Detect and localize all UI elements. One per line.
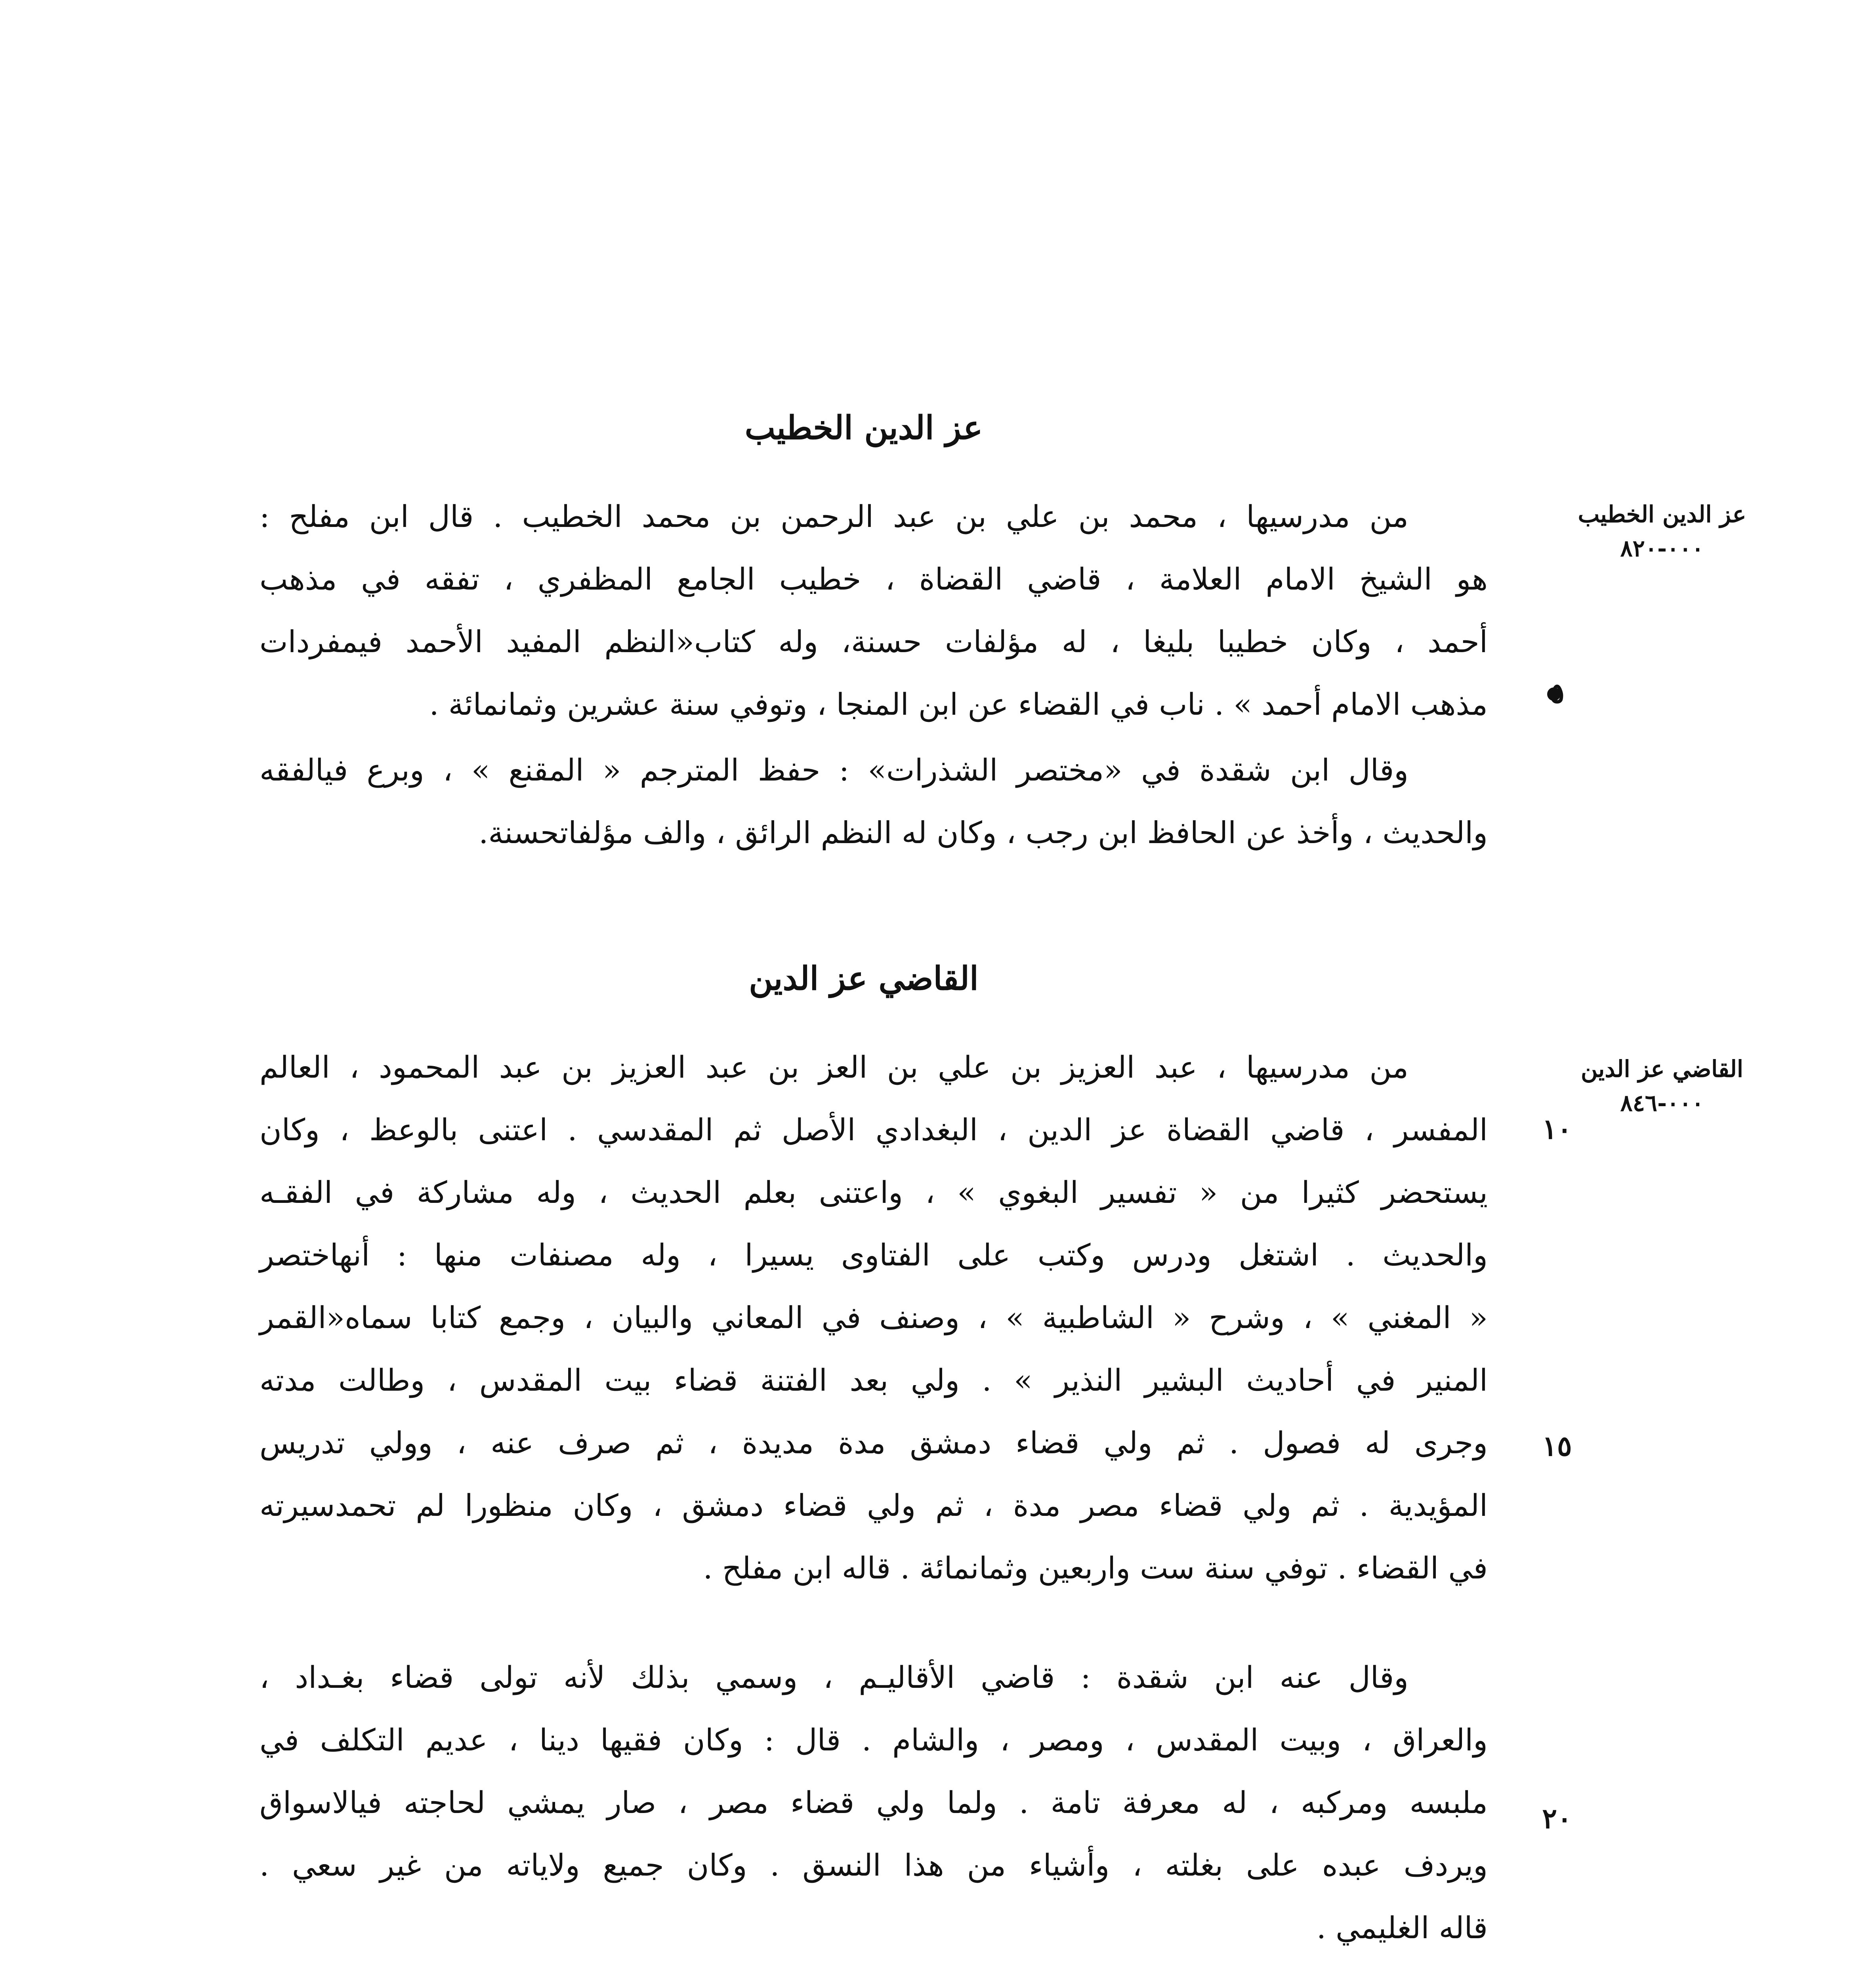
text-line: المنير في أحاديث البشير النذير » . ولي بعد الفتنة قضاء بيت المقدس ، وطالت مدته xyxy=(260,1363,1488,1398)
text-line: وقال عنه ابن شقدة : قاضي الأقاليـم ، وسمي بذلك لأنه تولى قضاء بغـداد ، xyxy=(260,1660,1408,1695)
text-line: المؤيدية . ثم ولي قضاء مصر مدة ، ثم ولي قضاء دمشق ، وكان منظورا لم تحمدسيرته xyxy=(260,1488,1488,1523)
text-line: والحديث . اشتغل ودرس وكتب على الفتاوى يسيرا ، وله مصنفات منها : أنهاختصر xyxy=(260,1237,1488,1273)
paragraph xyxy=(260,1036,1488,1599)
line-number: ٥ xyxy=(1550,677,1565,710)
paragraph xyxy=(260,485,1488,736)
margin-note-dates: ٠٠٠-٨٤٦ xyxy=(1620,1090,1704,1116)
text-line: هو الشيخ الامام العلامة ، قاضي القضاة ، خطيب الجامع المظفري ، تفقه في مذهب xyxy=(260,561,1488,597)
text-line: ويردف عبده على بغلته ، وأشياء من هذا النسق . وكان جميع ولاياته من غير سعي . xyxy=(260,1847,1488,1883)
text-line: يستحضر كثيرا من « تفسير البغوي » ، واعتنى بعلم الحديث ، وله مشاركة في الفقـه xyxy=(260,1175,1488,1210)
text-line: المفسر ، قاضي القضاة عز الدين ، البغدادي الأصل ثم المقدسي . اعتنى بالوعظ ، وكان xyxy=(260,1112,1488,1147)
text-line: أحمد ، وكان خطيبا بليغا ، له مؤلفات حسنة، وله كتاب«النظم المفيد الأحمد فيمفردات xyxy=(260,624,1488,659)
paragraph xyxy=(260,1646,1488,1959)
text-line: والعراق ، وبيت المقدس ، ومصر ، والشام . قال : وكان فقيها دينا ، عديم التكلف في xyxy=(260,1722,1488,1758)
section-heading: عز الدين الخطيب xyxy=(744,409,983,447)
text-line: والحديث ، وأخذ عن الحافظ ابن رجب ، وكان له النظم الرائق ، والف مؤلفاتحسنة. xyxy=(479,815,1488,850)
text-line: في القضاء . توفي سنة ست واربعين وثمانمائة . قاله ابن مفلح . xyxy=(703,1550,1488,1586)
text-line: « المغني » ، وشرح « الشاطبية » ، وصنف في المعاني والبيان ، وجمع كتابا سماه«القمر xyxy=(260,1300,1488,1335)
text-line: قاله الغليمي . xyxy=(1316,1910,1488,1945)
line-number: ٢٠ xyxy=(1542,1802,1572,1835)
line-number: ١٠ xyxy=(1542,1113,1572,1145)
margin-note-title: عز الدين الخطيب xyxy=(1578,501,1746,528)
margin-note-title: القاضي عز الدين xyxy=(1581,1055,1743,1082)
text-line: من مدرسيها ، محمد بن علي بن عبد الرحمن بن محمد الخطيب . قال ابن مفلح : xyxy=(260,499,1408,534)
margin-note-dates: ٠٠٠-٨٢٠ xyxy=(1620,535,1704,562)
paragraph xyxy=(260,739,1488,864)
text-line: ملبسه ومركبه ، له معرفة تامة . ولما ولي قضاء مصر ، صار يمشي لحاجته فيالاسواق xyxy=(260,1785,1488,1820)
text-line: من مدرسيها ، عبد العزيز بن علي بن العز بن عبد العزيز بن عبد المحمود ، العالم xyxy=(260,1050,1408,1085)
section-heading: القاضي عز الدين xyxy=(749,960,979,998)
text-line: وقال ابن شقدة في «مختصر الشذرات» : حفظ المترجم « المقنع » ، وبرع فيالفقه xyxy=(260,752,1408,788)
margin-note xyxy=(1551,497,1773,565)
line-number: ١٥ xyxy=(1542,1429,1572,1462)
text-line: وجرى له فصول . ثم ولي قضاء دمشق مدة مديدة ، ثم صرف عنه ، وولي تدريس xyxy=(260,1425,1488,1460)
text-line: مذهب الامام أحمد » . ناب في القضاء عن ابن المنجا ، وتوفي سنة عشرين وثمانمائة . xyxy=(429,687,1488,722)
